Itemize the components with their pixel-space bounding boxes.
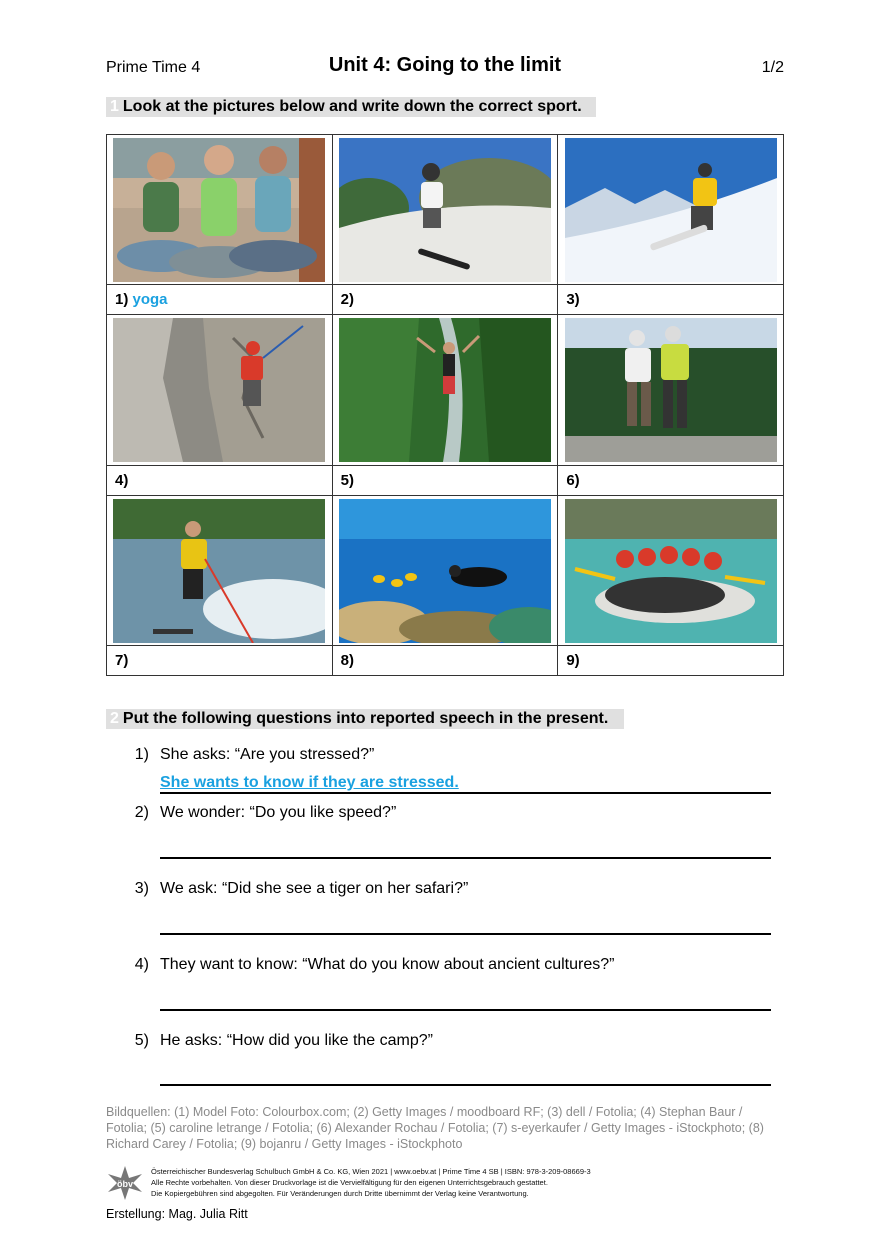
picture-label-6: 6)	[558, 466, 784, 496]
task-number: 1	[110, 98, 119, 115]
task-2-heading	[106, 709, 624, 729]
picture-cell-5	[332, 315, 558, 466]
answer-line-3[interactable]	[160, 915, 771, 935]
task-instruction: Look at the pictures below and write down the correct sport.	[122, 98, 582, 115]
book-title: Prime Time 4	[106, 59, 201, 76]
task-1-heading	[106, 97, 596, 117]
picture-cell-8	[332, 496, 558, 646]
rock-climbing-photo	[113, 318, 325, 462]
answer-line-1[interactable]	[160, 774, 771, 794]
water-skiing-photo	[113, 499, 325, 643]
unit-title: Unit 4: Going to the limit	[328, 54, 562, 76]
skateboarding-photo	[339, 138, 551, 282]
question-text: They want to know: “What do you know about ancient cultures?”	[160, 956, 615, 973]
question-text: We ask: “Did she see a tiger on her safari?”	[160, 880, 469, 897]
scuba-diving-photo	[339, 499, 551, 643]
answer-line-2[interactable]	[160, 839, 771, 859]
picture-label-7: 7)	[107, 646, 333, 676]
page-number: 1/2	[761, 59, 784, 76]
picture-label-4: 4)	[107, 466, 333, 496]
question-text: He asks: “How did you like the camp?”	[160, 1032, 433, 1049]
picture-cell-6	[558, 315, 784, 466]
picture-cell-4	[107, 315, 333, 466]
question-text: She asks: “Are you stressed?”	[160, 746, 375, 763]
picture-cell-1	[107, 135, 333, 285]
picture-cell-3	[558, 135, 784, 285]
publisher-text: Österreichischer Bundesverlag Schulbuch GmbH & Co. KG, Wien 2021 | www.oebv.at | Prime Time 4 SB | ISBN: 978-3-209-08669-3 Alle Rechte vorbehalten. Von dieser Druckvorlage ist die Vervielfältigung für den eigenen Unterrichtsgebrauch gestattet. Die Kopiergebühren sind abgegolten. Für Veränderungen durch Dritte übernimmt der Verlag keine Verantwortung.	[151, 1167, 591, 1198]
picture-answer-1: yoga	[132, 291, 168, 308]
answer-line-5[interactable]	[160, 1066, 771, 1086]
image-sources: Bildquellen: (1) Model Foto: Colourbox.com; (2) Getty Images / moodboard RF; (3) dell / Fotolia; (4) Stephan Baur / Fotolia; (5) caroline letrange / Fotolia; (6) Alexander Rochau / Fotolia; (7) s-eyerkaufer / Getty Images - iStockphoto; (8) Richard Carey / Fotolia; (9) bojanru / Getty Images - iStockphoto	[106, 1105, 764, 1151]
picture-label-8: 8)	[332, 646, 558, 676]
svg-text:öbv: öbv	[116, 1179, 134, 1189]
publisher-footer	[106, 1164, 784, 1204]
sports-picture-grid	[106, 134, 784, 676]
answer-line-4[interactable]	[160, 991, 771, 1011]
rafting-photo	[565, 499, 777, 643]
snowboarding-photo	[565, 138, 777, 282]
picture-label-5: 5)	[332, 466, 558, 496]
task-number: 2	[110, 710, 119, 727]
oebv-logo-icon	[106, 1164, 144, 1202]
picture-cell-7	[107, 496, 333, 646]
answer-text: She wants to know if they are stressed.	[160, 774, 459, 791]
task-instruction: Put the following questions into reported speech in the present.	[122, 710, 609, 727]
picture-cell-2	[332, 135, 558, 285]
question-text: We wonder: “Do you like speed?”	[160, 804, 397, 821]
page-header	[106, 52, 784, 82]
author-credit: Erstellung: Mag. Julia Ritt	[106, 1207, 248, 1221]
picture-cell-9	[558, 496, 784, 646]
picture-label-1: 1) yoga	[107, 285, 333, 315]
picture-label-9: 9)	[558, 646, 784, 676]
yoga-photo	[113, 138, 325, 282]
inline-skating-photo	[565, 318, 777, 462]
picture-label-3: 3)	[558, 285, 784, 315]
bungee-jumping-photo	[339, 318, 551, 462]
picture-label-2: 2)	[332, 285, 558, 315]
